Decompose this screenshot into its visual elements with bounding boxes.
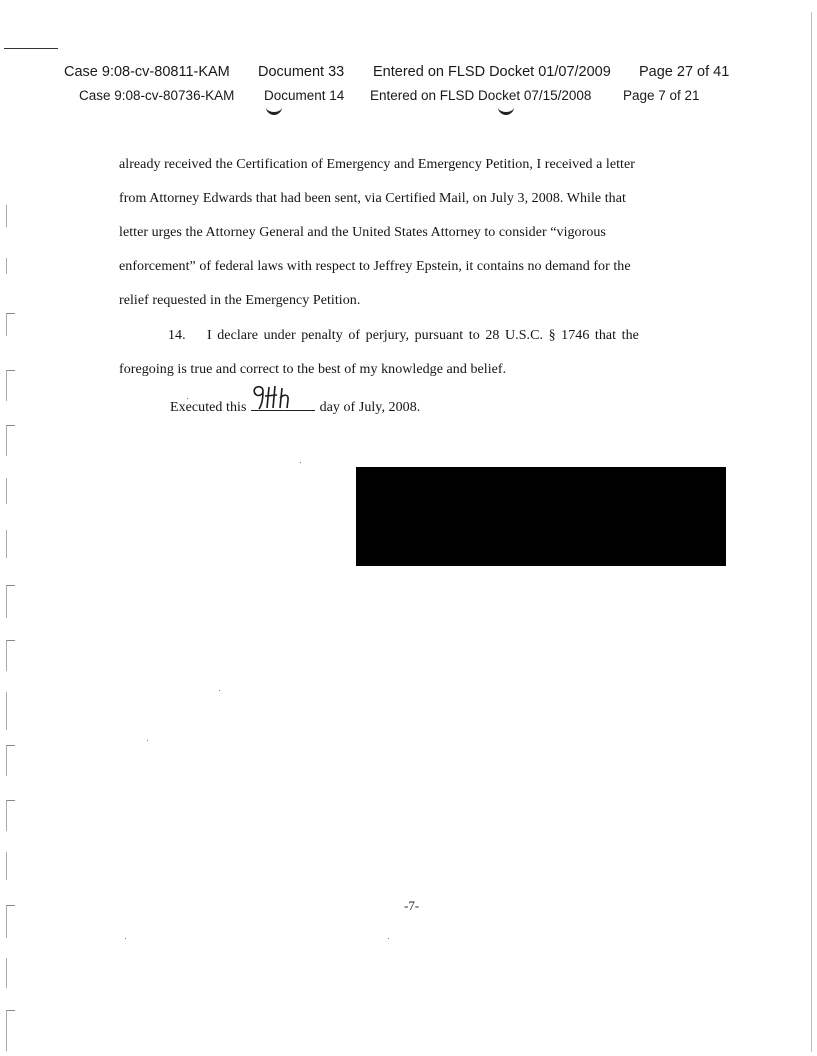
scan-speck: [147, 740, 148, 741]
execution-line: [170, 396, 420, 416]
scan-speck: [388, 938, 389, 939]
header-docket-entry-secondary: Entered on FLSD Docket 07/15/2008: [370, 88, 592, 103]
header-page-count: Page 27 of 41: [639, 64, 730, 80]
header-docket-entry: Entered on FLSD Docket 01/07/2009: [373, 64, 611, 80]
stamp-mark: [266, 106, 282, 115]
scan-speck: [219, 690, 220, 691]
body-text-line: relief requested in the Emergency Petition.: [119, 293, 361, 308]
scan-speck: [300, 462, 301, 463]
header-case-number-secondary: Case 9:08-cv-80736-KAM: [79, 88, 235, 103]
page-number: -7-: [404, 898, 420, 913]
stamp-mark: [498, 106, 514, 115]
body-text-line: already received the Certification of Emergency and Emergency Petition, I received a letter: [119, 157, 635, 172]
execution-suffix: day of July, 2008.: [319, 400, 421, 415]
body-text-line: I declare under penalty of perjury, pursuant to 28 U.S.C. § 1746 that the: [207, 328, 639, 343]
body-text-line: enforcement” of federal laws with respect to Jeffrey Epstein, it contains no demand for the: [119, 259, 631, 274]
header-document-number-secondary: Document 14: [264, 88, 345, 103]
redaction-block: [356, 467, 726, 566]
execution-prefix: Executed this: [170, 400, 247, 415]
paragraph-number: 14.: [168, 328, 186, 343]
body-text-line: letter urges the Attorney General and the United States Attorney to consider “vigorous: [119, 225, 606, 240]
scan-rule: [4, 48, 58, 49]
handwriting-9th-signature: [249, 382, 319, 412]
scan-edge-right: [811, 12, 812, 1052]
header-case-number: Case 9:08-cv-80811-KAM: [64, 64, 230, 80]
header-page-count-secondary: Page 7 of 21: [623, 88, 700, 103]
body-text-line: foregoing is true and correct to the best of my knowledge and belief.: [119, 362, 507, 377]
header-document-number: Document 33: [258, 64, 345, 80]
scan-speck: [187, 398, 188, 399]
scan-speck: [125, 938, 126, 939]
body-text-line: from Attorney Edwards that had been sent, via Certified Mail, on July 3, 2008. While that: [119, 191, 626, 206]
handwritten-day: [251, 396, 315, 411]
